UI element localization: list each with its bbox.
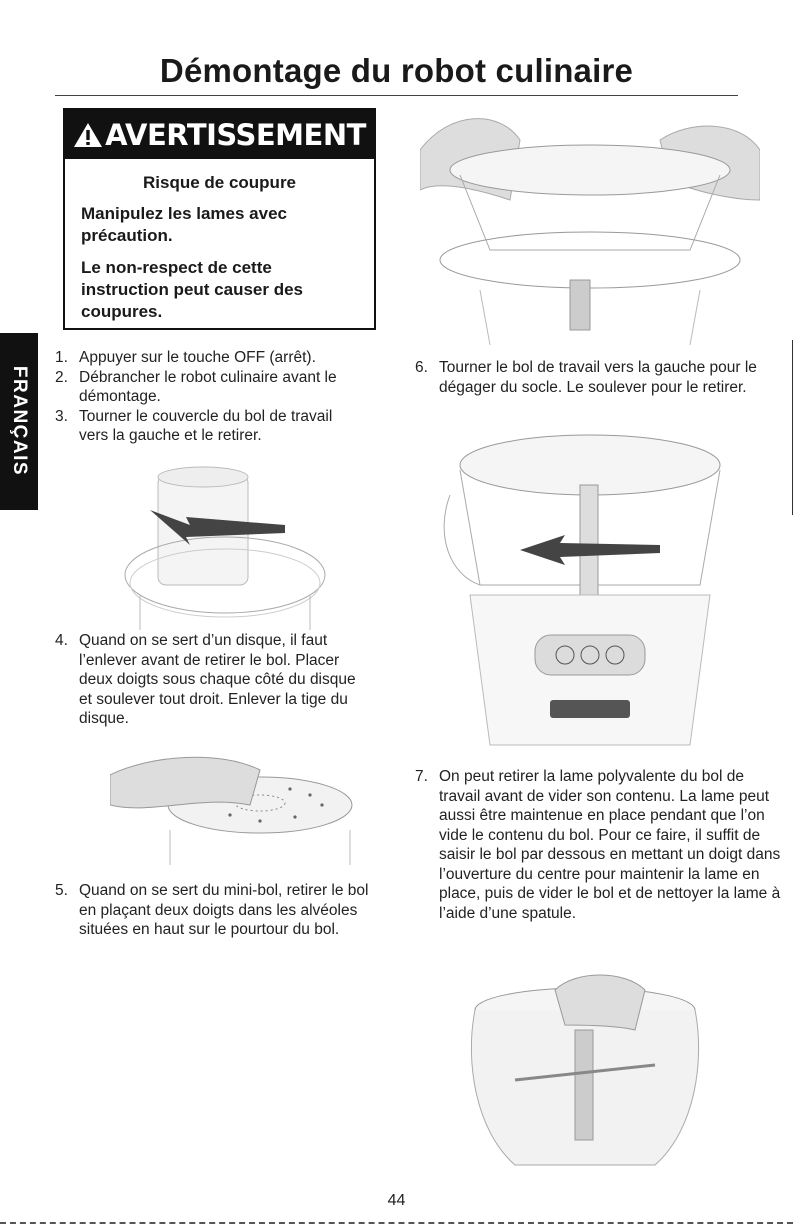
warning-heading: AVERTISSEMENT — [105, 117, 366, 152]
step-1-text: Appuyer sur le touche OFF (arrêt). — [79, 349, 316, 366]
step-4-text: Quand on se sert d’un disque, il faut l’enlever avant de retirer le bol. Placer deux doigts sous chaque côté du disque et soulever tout droit. Enlever la tige du disque. — [79, 632, 356, 727]
language-tab-label: FRANÇAIS — [9, 365, 30, 477]
page-title: Démontage du robot culinaire — [159, 52, 634, 89]
steps-list-6 — [415, 358, 775, 397]
language-tab — [0, 333, 38, 510]
warning-subheading: Risque de coupure — [142, 173, 297, 192]
warning-line-2: Le non-respect de cette instruction peut causer des coupures. — [81, 258, 303, 321]
step-7-number: 7. — [415, 768, 428, 785]
warning-triangle-icon — [73, 122, 103, 148]
step-5-text: Quand on se sert du mini-bol, retirer le bol en plaçant deux doigts dans les alvéoles situées en haut sur le pourtour du bol. — [79, 882, 369, 938]
step-7 — [415, 767, 785, 923]
step-6-text: Tourner le bol de travail vers la gauche pour le dégager du socle. Le soulever pour le retirer. — [439, 359, 757, 396]
lid-removal-illustration — [120, 455, 340, 630]
page-number: 44 — [387, 1192, 406, 1209]
step-4-number: 4. — [55, 632, 68, 649]
step-2-number: 2. — [55, 368, 68, 386]
step-1 — [55, 348, 365, 368]
disc-removal-illustration — [110, 745, 355, 865]
warning-header — [65, 110, 374, 159]
step-2 — [55, 368, 365, 407]
bowl-turn-illustration — [440, 425, 740, 755]
step-6 — [415, 358, 775, 397]
warning-line-1: Manipulez les lames avec précaution. — [81, 204, 287, 245]
steps-list-4 — [55, 631, 370, 729]
step-2-text: Débrancher le robot culinaire avant le démontage. — [79, 368, 337, 405]
title-rule — [55, 95, 738, 96]
page-bottom-dashed-line — [0, 1222, 793, 1224]
step-3-text: Tourner le couvercle du bol de travail vers la gauche et le retirer. — [79, 407, 333, 444]
step-5-number: 5. — [55, 882, 68, 899]
step-4 — [55, 631, 370, 729]
blade-hold-illustration — [455, 970, 705, 1175]
step-3 — [55, 407, 365, 446]
steps-list-1-3 — [55, 348, 365, 446]
warning-box — [63, 108, 376, 330]
step-6-number: 6. — [415, 359, 428, 376]
step-7-text: On peut retirer la lame polyvalente du bol de travail avant de vider son contenu. La lame peut aussi être maintenue en place pendant que l’on vide le contenu du bol. Pour ce faire, il suffit de saisir le bol par dessous en mettant un doigt dans l’ouverture du centre pour maintenir la lame en place, puis de vider le bol et de nettoyer la lame à l’aide d’une spatule. — [439, 768, 781, 922]
step-3-number: 3. — [55, 407, 68, 425]
step-5 — [55, 881, 370, 940]
steps-list-7 — [415, 767, 785, 923]
step-1-number: 1. — [55, 349, 68, 366]
steps-list-5 — [55, 881, 370, 940]
bowl-lift-illustration — [420, 110, 760, 345]
